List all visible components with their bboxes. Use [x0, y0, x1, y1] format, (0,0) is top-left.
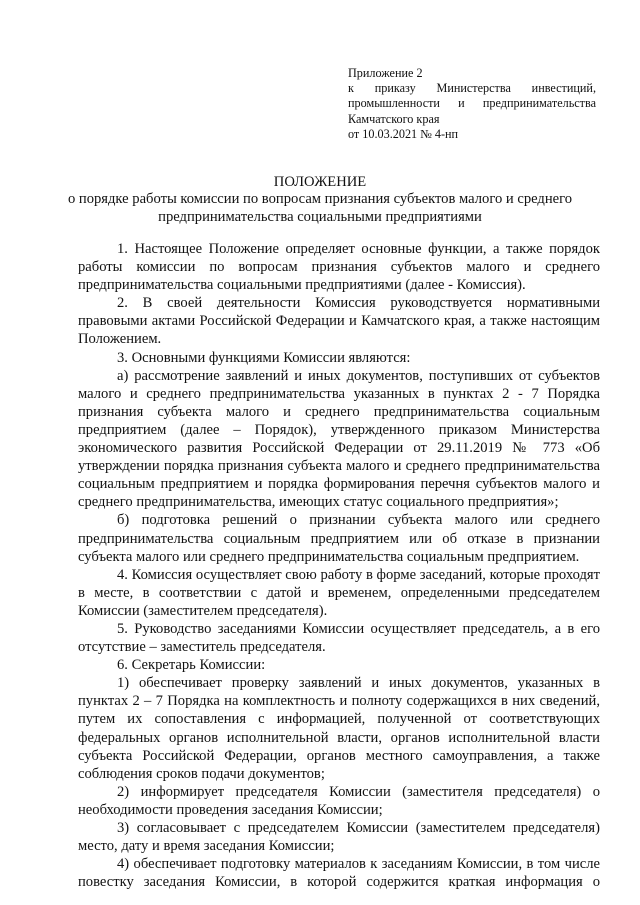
appendix-label: Приложение 2	[348, 66, 423, 80]
paragraph-6-2: 2) информирует председателя Комиссии (заместителя председателя) о необходимости проведения заседания Комиссии;	[78, 783, 600, 818]
paragraph-3: 3. Основными функциями Комиссии являются:	[117, 349, 411, 366]
document-title: ПОЛОЖЕНИЕ	[273, 174, 367, 190]
paragraph-6-3: 3) согласовывает с председателем Комиссии (заместителем председателя) место, дату и время заседания Комиссии;	[78, 820, 600, 855]
appendix-order-ref: к приказу Министерства инвестиций, промышленности и предпринимательства	[348, 81, 596, 111]
paragraph-3b: б) подготовка решений о признании субъекта малого или среднего предпринимательства социальным предприятием или об отказе в признании субъекта малого или среднего предпринимательства социальным предприятием.	[78, 512, 600, 565]
paragraph-4: 4. Комиссия осуществляет свою работу в форме заседаний, которые проходят в месте, в соответствии с датой и временем, определенными председателем Комиссии (заместителем председателя).	[78, 566, 600, 619]
paragraph-6: 6. Секретарь Комиссии:	[117, 657, 266, 674]
appendix-date: от 10.03.2021 № 4-нп	[348, 126, 459, 141]
paragraph-3a: а) рассмотрение заявлений и иных документов, поступивших от субъектов малого и среднего предпринимательства указанных в пунктах 2 - 7 Порядка признания субъекта малого и среднего предпринимательства социальным предприятием (далее – Порядок), утвержденного приказом Министерства экономического развития Российской Федерации от 29.11.2019 № 773 «Об утверждении порядка признания субъекта малого и среднего предпринимательства социальным предприятием и порядка формирования перечня субъектов малого и среднего предпринимательства, имеющих статус социального предприятия»;	[78, 367, 600, 511]
paragraph-6-4: 4) обеспечивает подготовку материалов к заседаниям Комиссии, в том числе повестку заседания Комиссии, в которой содержится краткая информация о	[78, 856, 600, 891]
appendix-region: Камчатского края	[348, 111, 440, 126]
document-subtitle: о порядке работы комиссии по вопросам признания субъектов малого и среднего предпринимательства социальными предприятиями	[67, 191, 573, 225]
document-heading	[0, 174, 640, 226]
document-body	[78, 240, 600, 891]
paragraph-5: 5. Руководство заседаниями Комиссии осуществляет председатель, а в его отсутствие – заместитель председателя.	[78, 620, 600, 656]
appendix-block	[348, 66, 596, 142]
paragraph-1: 1. Настоящее Положение определяет основные функции, а также порядок работы комиссии по вопросам признания субъектов малого и среднего предпринимательства социальными предприятиями (далее - Комиссия).	[78, 241, 600, 294]
paragraph-2: 2. В своей деятельности Комиссия руководствуется нормативными правовыми актами Российской Федерации и Камчатского края, а также настоящим Положением.	[78, 295, 600, 348]
paragraph-6-1: 1) обеспечивает проверку заявлений и иных документов, указанных в пунктах 2 – 7 Порядка на комплектность и полноту содержащихся в них сведений, путем их сопоставления с информацией, полученной от соответствующих федеральных органов исполнительной власти, органов исполнительной власти субъекта Российской Федерации, органов местного самоуправления, а также соблюдения сроков подачи документов;	[78, 675, 600, 782]
